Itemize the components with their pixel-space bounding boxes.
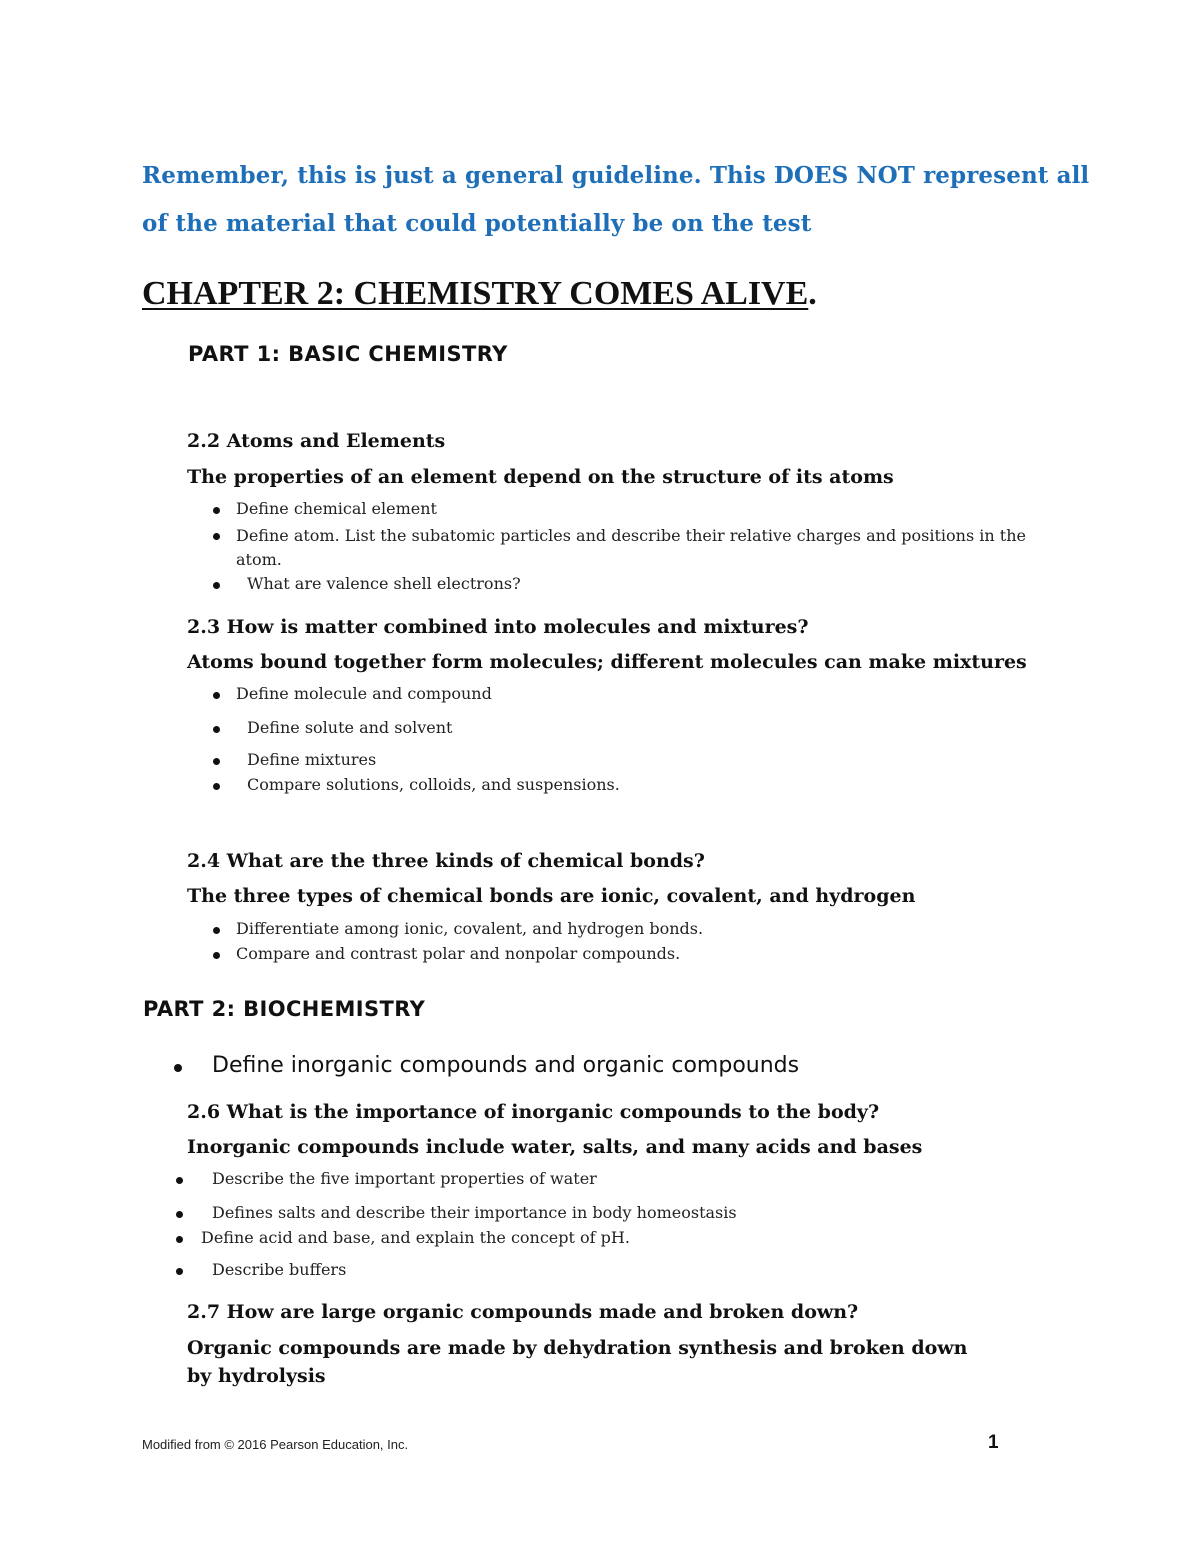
list-item: Differentiate among ionic, covalent, and hydrogen bonds. xyxy=(236,919,704,938)
list-item: Describe buffers xyxy=(212,1260,347,1279)
part-1-title: PART 1: BASIC CHEMISTRY xyxy=(188,342,508,366)
section-2-6-lead: Inorganic compounds include water, salts, and many acids and bases xyxy=(187,1136,923,1158)
notice-line-1: Remember, this is just a general guideline. This DOES NOT represent all xyxy=(142,162,1090,189)
list-item: Define atom. List the subatomic particles and describe their relative charges and positions in the atom. xyxy=(236,526,1026,569)
bullet-icon xyxy=(213,582,220,589)
list-item: Define solute and solvent xyxy=(247,718,453,737)
list-item: What are valence shell electrons? xyxy=(247,574,521,593)
list-item: Compare solutions, colloids, and suspensions. xyxy=(247,775,620,794)
bullet-icon xyxy=(176,1268,183,1275)
list-item: Compare and contrast polar and nonpolar compounds. xyxy=(236,944,681,963)
bullet-icon xyxy=(176,1211,183,1218)
bullet-icon xyxy=(213,927,220,934)
bullet-icon xyxy=(213,952,220,959)
bullet-icon xyxy=(213,507,220,514)
bullet-icon xyxy=(213,758,220,765)
list-item: Define mixtures xyxy=(247,750,377,769)
bullet-icon xyxy=(176,1236,183,1243)
part-2-title: PART 2: BIOCHEMISTRY xyxy=(143,997,426,1021)
list-item: Define inorganic compounds and organic compounds xyxy=(212,1053,800,1078)
list-item: Describe the five important properties of water xyxy=(212,1169,597,1188)
section-2-3-lead: Atoms bound together form molecules; different molecules can make mixtures xyxy=(187,651,1027,673)
bullet-icon xyxy=(213,533,220,540)
section-2-4-lead: The three types of chemical bonds are ionic, covalent, and hydrogen xyxy=(187,885,916,907)
bullet-icon xyxy=(176,1177,183,1184)
notice-line-2: of the material that could potentially be on the test xyxy=(142,210,812,237)
bullet-icon xyxy=(213,692,220,699)
list-item: Define chemical element xyxy=(236,499,437,518)
section-2-7-heading: 2.7 How are large organic compounds made and broken down? xyxy=(187,1301,859,1323)
section-2-3-heading: 2.3 How is matter combined into molecules and mixtures? xyxy=(187,616,809,638)
list-item: Define molecule and compound xyxy=(236,684,492,703)
section-2-6-heading: 2.6 What is the importance of inorganic compounds to the body? xyxy=(187,1101,880,1123)
section-2-7-lead: Organic compounds are made by dehydration synthesis and broken down by hydrolysis xyxy=(187,1337,968,1387)
chapter-title: CHAPTER 2: CHEMISTRY COMES ALIVE. xyxy=(142,275,817,312)
page-number: 1 xyxy=(988,1432,999,1453)
bullet-icon xyxy=(213,726,220,733)
section-2-2-heading: 2.2 Atoms and Elements xyxy=(187,430,446,452)
footer-copyright: Modified from © 2016 Pearson Education, Inc. xyxy=(142,1437,409,1452)
list-item: Defines salts and describe their importance in body homeostasis xyxy=(212,1203,737,1222)
section-2-4-heading: 2.4 What are the three kinds of chemical bonds? xyxy=(187,850,705,872)
list-item: Define acid and base, and explain the concept of pH. xyxy=(201,1228,630,1247)
section-2-2-lead: The properties of an element depend on the structure of its atoms xyxy=(187,466,894,488)
bullet-icon xyxy=(174,1064,182,1072)
bullet-icon xyxy=(213,783,220,790)
